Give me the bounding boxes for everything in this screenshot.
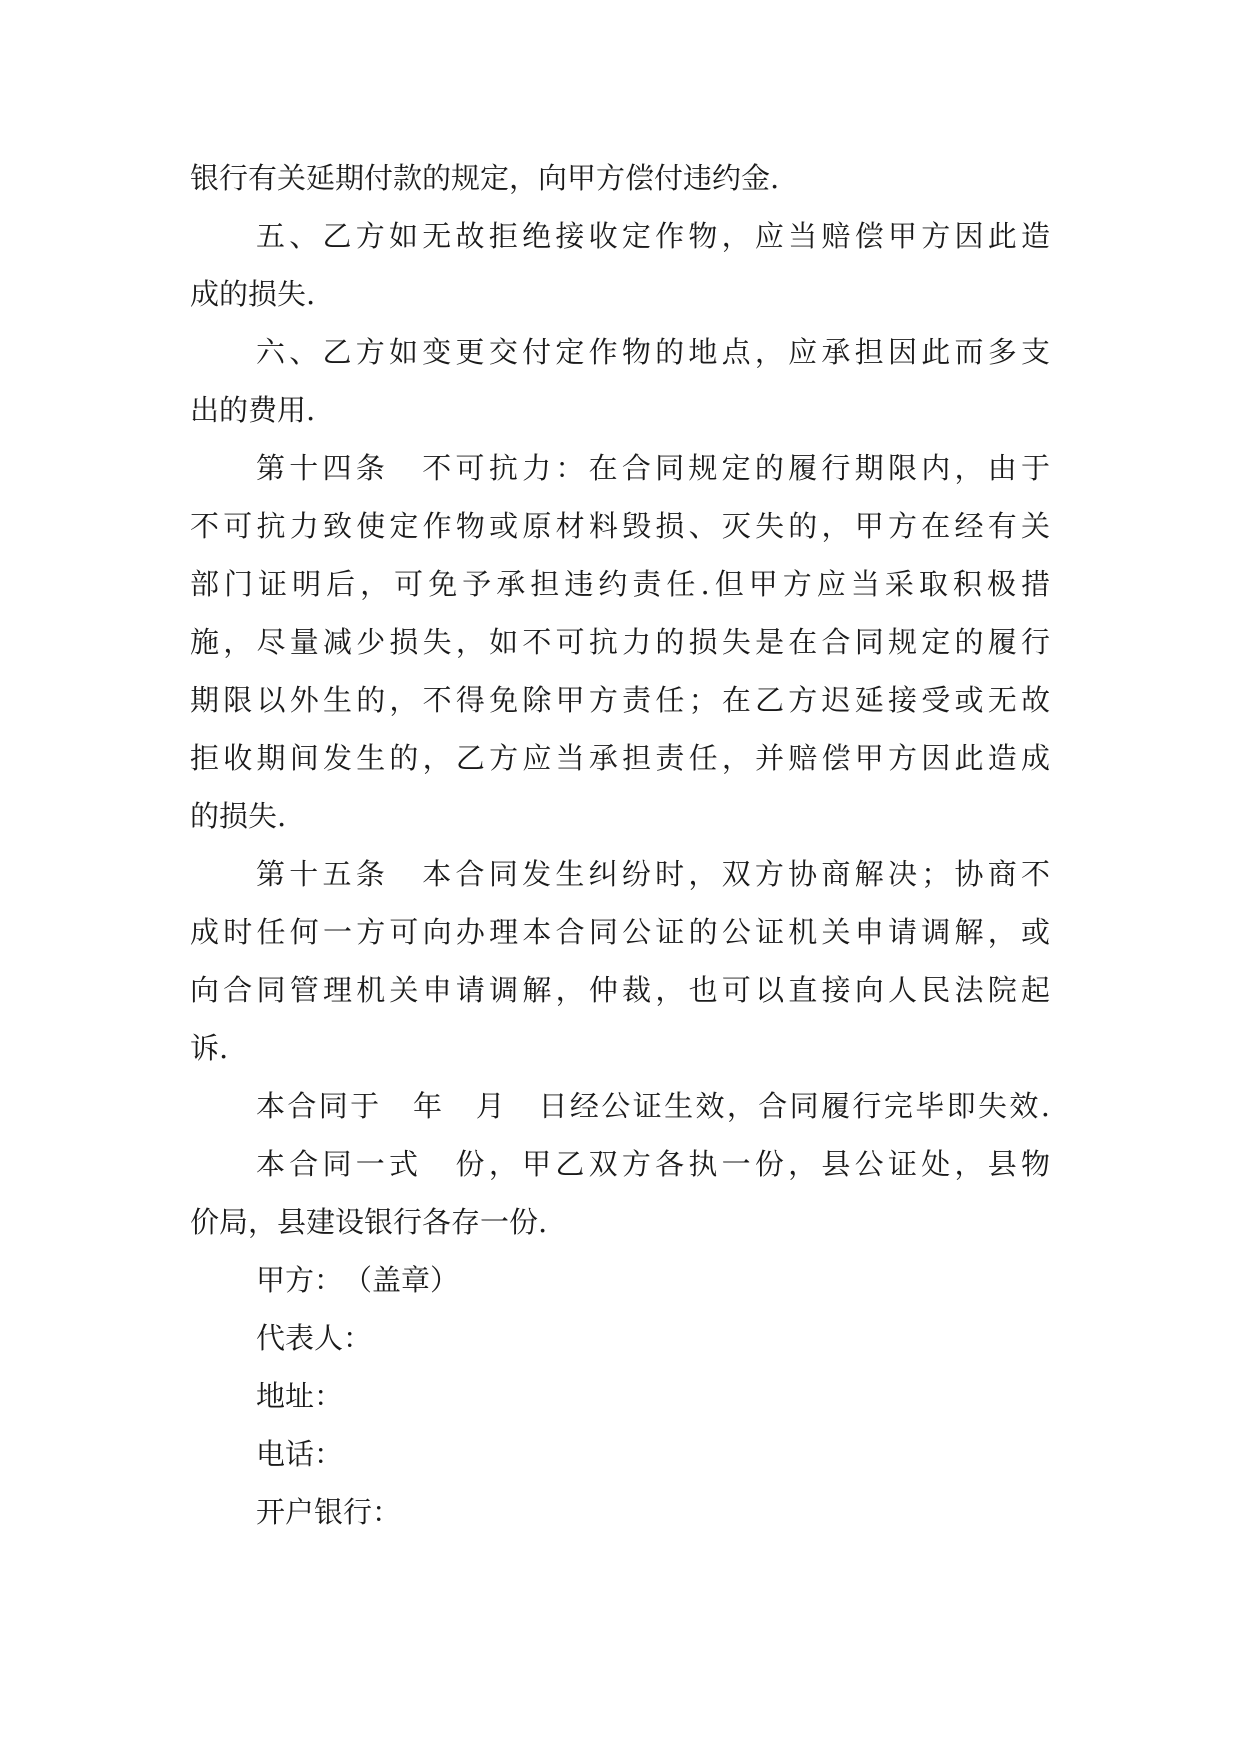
signature-bank: 开户银行：: [256, 1495, 402, 1529]
text-line: 出的费用.: [190, 393, 316, 427]
text-line: 拒收期间发生的，乙方应当承担责任，并赔偿甲方因此造成: [190, 741, 1050, 775]
text-line: 五、乙方如无故拒绝接收定作物，应当赔偿甲方因此造: [256, 219, 1050, 253]
text-line: 向合同管理机关申请调解，仲裁，也可以直接向人民法院起: [190, 973, 1050, 1007]
text-line: 第十五条 本合同发生纠纷时，双方协商解决；协商不: [256, 857, 1050, 891]
text-line: 本合同一式 份，甲乙双方各执一份，县公证处，县物: [256, 1147, 1050, 1181]
text-line: 银行有关延期付款的规定，向甲方偿付违约金.: [190, 161, 780, 195]
text-line: 价局，县建设银行各存一份.: [190, 1205, 548, 1239]
signature-representative: 代表人：: [256, 1321, 373, 1355]
text-line: 的损失.: [190, 799, 287, 833]
text-line: 本合同于 年 月 日经公证生效，合同履行完毕即失效.: [256, 1089, 1050, 1123]
text-line: 成时任何一方可向办理本合同公证的公证机关申请调解，或: [190, 915, 1050, 949]
signature-phone: 电话：: [256, 1437, 344, 1471]
text-line: 第十四条 不可抗力：在合同规定的履行期限内，由于: [256, 451, 1050, 485]
signature-party-a: 甲方： （盖章）: [256, 1263, 460, 1297]
text-line: 诉.: [190, 1031, 229, 1065]
text-line: 施，尽量减少损失，如不可抗力的损失是在合同规定的履行: [190, 625, 1050, 659]
text-line: 六、乙方如变更交付定作物的地点，应承担因此而多支: [256, 335, 1050, 369]
text-line: 成的损失.: [190, 277, 316, 311]
text-line: 部门证明后，可免予承担违约责任.但甲方应当采取积极措: [190, 567, 1050, 601]
text-line: 不可抗力致使定作物或原材料毁损、灭失的，甲方在经有关: [190, 509, 1050, 543]
signature-address: 地址：: [256, 1379, 344, 1413]
text-line: 期限以外生的，不得免除甲方责任；在乙方迟延接受或无故: [190, 683, 1050, 717]
